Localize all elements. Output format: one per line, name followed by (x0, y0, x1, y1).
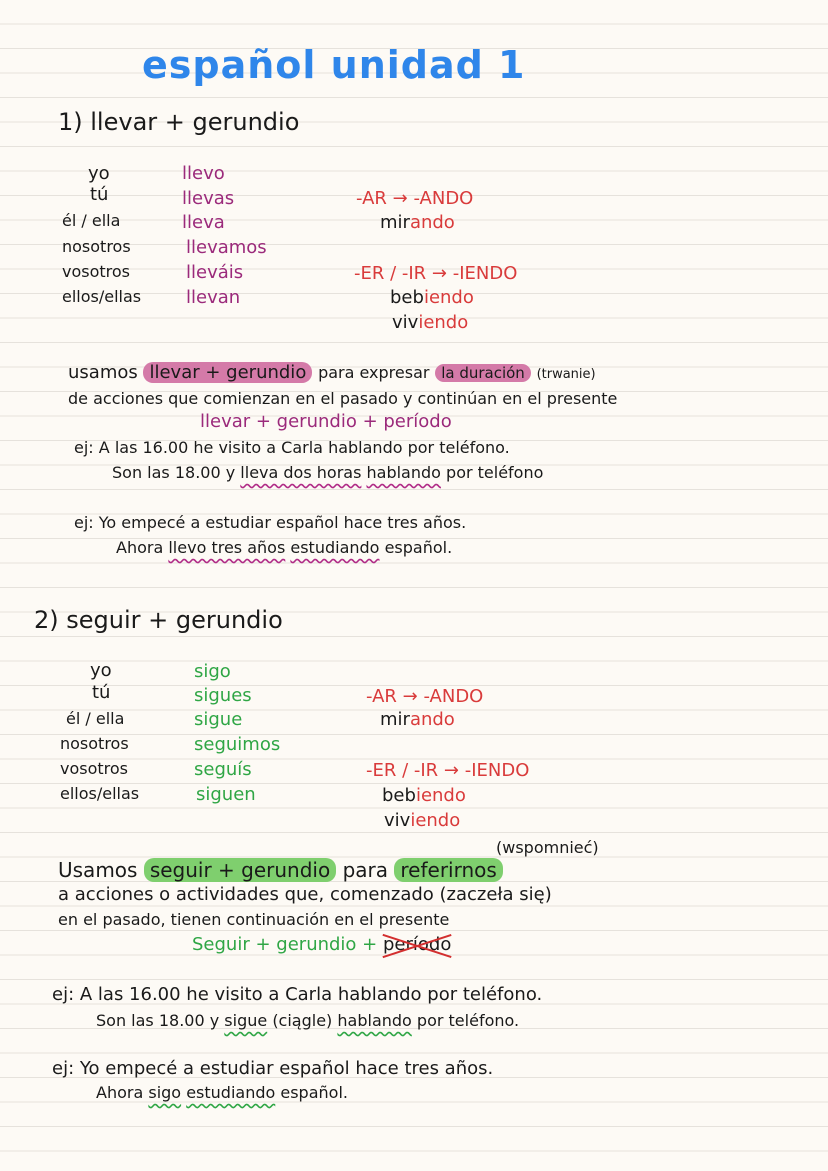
s2-verb-5: siguen (196, 784, 256, 805)
s1-er-example-2: viviendo (392, 312, 469, 333)
s1-pronoun-ellos: ellos/ellas (62, 287, 142, 306)
s1-usage-line1: usamos llevar + gerundio para expresar la duración (trwanie) (68, 362, 596, 383)
s1-ar-rule: -AR → -ANDO (356, 188, 474, 209)
s2-pronoun-tu: tú (92, 682, 111, 703)
s2-usage-line1: Usamos seguir + gerundio para referirnos (58, 860, 503, 880)
s2-example2: ej: Yo empecé a estudiar español hace tres años. (52, 1058, 494, 1079)
s2-pronoun-nosotros: nosotros (60, 734, 129, 753)
s2-usage-line2: a acciones o actividades que, comenzado (zaczeła się) (58, 884, 552, 905)
s1-verb-5: llevan (186, 287, 241, 308)
s2-note-top: (wspomnieć) (496, 838, 599, 857)
s2-er-example-1: bebiendo (382, 785, 466, 806)
s2-er-example-2: viviendo (384, 810, 461, 831)
page-title: español unidad 1 (142, 43, 526, 87)
s1-er-rule: -ER / -IR → -IENDO (354, 263, 518, 284)
s2-verb-1: sigues (194, 685, 252, 706)
s2-verb-4: seguís (194, 759, 252, 780)
s1-ar-example: mirando (380, 212, 455, 233)
s2-pronoun-ellos: ellos/ellas (60, 784, 140, 803)
s2-verb-2: sigue (194, 709, 243, 730)
s1-verb-4: lleváis (186, 262, 244, 283)
s1-example2: ej: Yo empecé a estudiar español hace tres años. (74, 513, 467, 532)
s2-example1: ej: A las 16.00 he visito a Carla hablando por teléfono. (52, 984, 543, 1005)
s1-verb-2: lleva (182, 212, 225, 233)
s2-pronoun-el: él / ella (66, 709, 125, 728)
s1-verb-1: llevas (182, 188, 235, 209)
s1-verb-0: llevo (182, 163, 225, 184)
s1-pronoun-vosotros: vosotros (62, 262, 131, 281)
s1-verb-3: llevamos (186, 237, 267, 258)
s1-formula: llevar + gerundio + período (200, 411, 452, 432)
s1-example1-line2: Son las 18.00 y lleva dos horas hablando por teléfono (112, 463, 544, 482)
s2-pronoun-vosotros: vosotros (60, 759, 129, 778)
s2-verb-3: seguimos (194, 734, 281, 755)
section1-heading: 1) llevar + gerundio (58, 108, 300, 136)
s2-er-rule: -ER / -IR → -IENDO (366, 760, 530, 781)
s2-pronoun-yo: yo (90, 660, 112, 681)
s2-verb-0: sigo (194, 661, 231, 682)
s2-ar-rule: -AR → -ANDO (366, 686, 484, 707)
s2-ar-example: mirando (380, 709, 455, 730)
s2-example1-line2: Son las 18.00 y sigue (ciągle) hablando por teléfono. (96, 1011, 520, 1030)
s2-usage-line3: en el pasado, tienen continuación en el presente (58, 910, 450, 929)
s2-example2-line2: Ahora sigo estudiando español. (96, 1083, 348, 1102)
section2-heading: 2) seguir + gerundio (34, 606, 283, 634)
s1-er-example-1: bebiendo (390, 287, 474, 308)
s1-pronoun-nosotros: nosotros (62, 237, 131, 256)
s2-formula: Seguir + gerundio + período (192, 934, 452, 955)
s1-pronoun-yo: yo (88, 163, 110, 184)
s1-example1: ej: A las 16.00 he visito a Carla hablando por teléfono. (74, 438, 510, 457)
s1-usage-line2: de acciones que comienzan en el pasado y continúan en el presente (68, 389, 618, 408)
s1-example2-line2: Ahora llevo tres años estudiando español. (116, 538, 453, 557)
s1-pronoun-tu: tú (90, 184, 109, 205)
s1-pronoun-el: él / ella (62, 211, 121, 230)
